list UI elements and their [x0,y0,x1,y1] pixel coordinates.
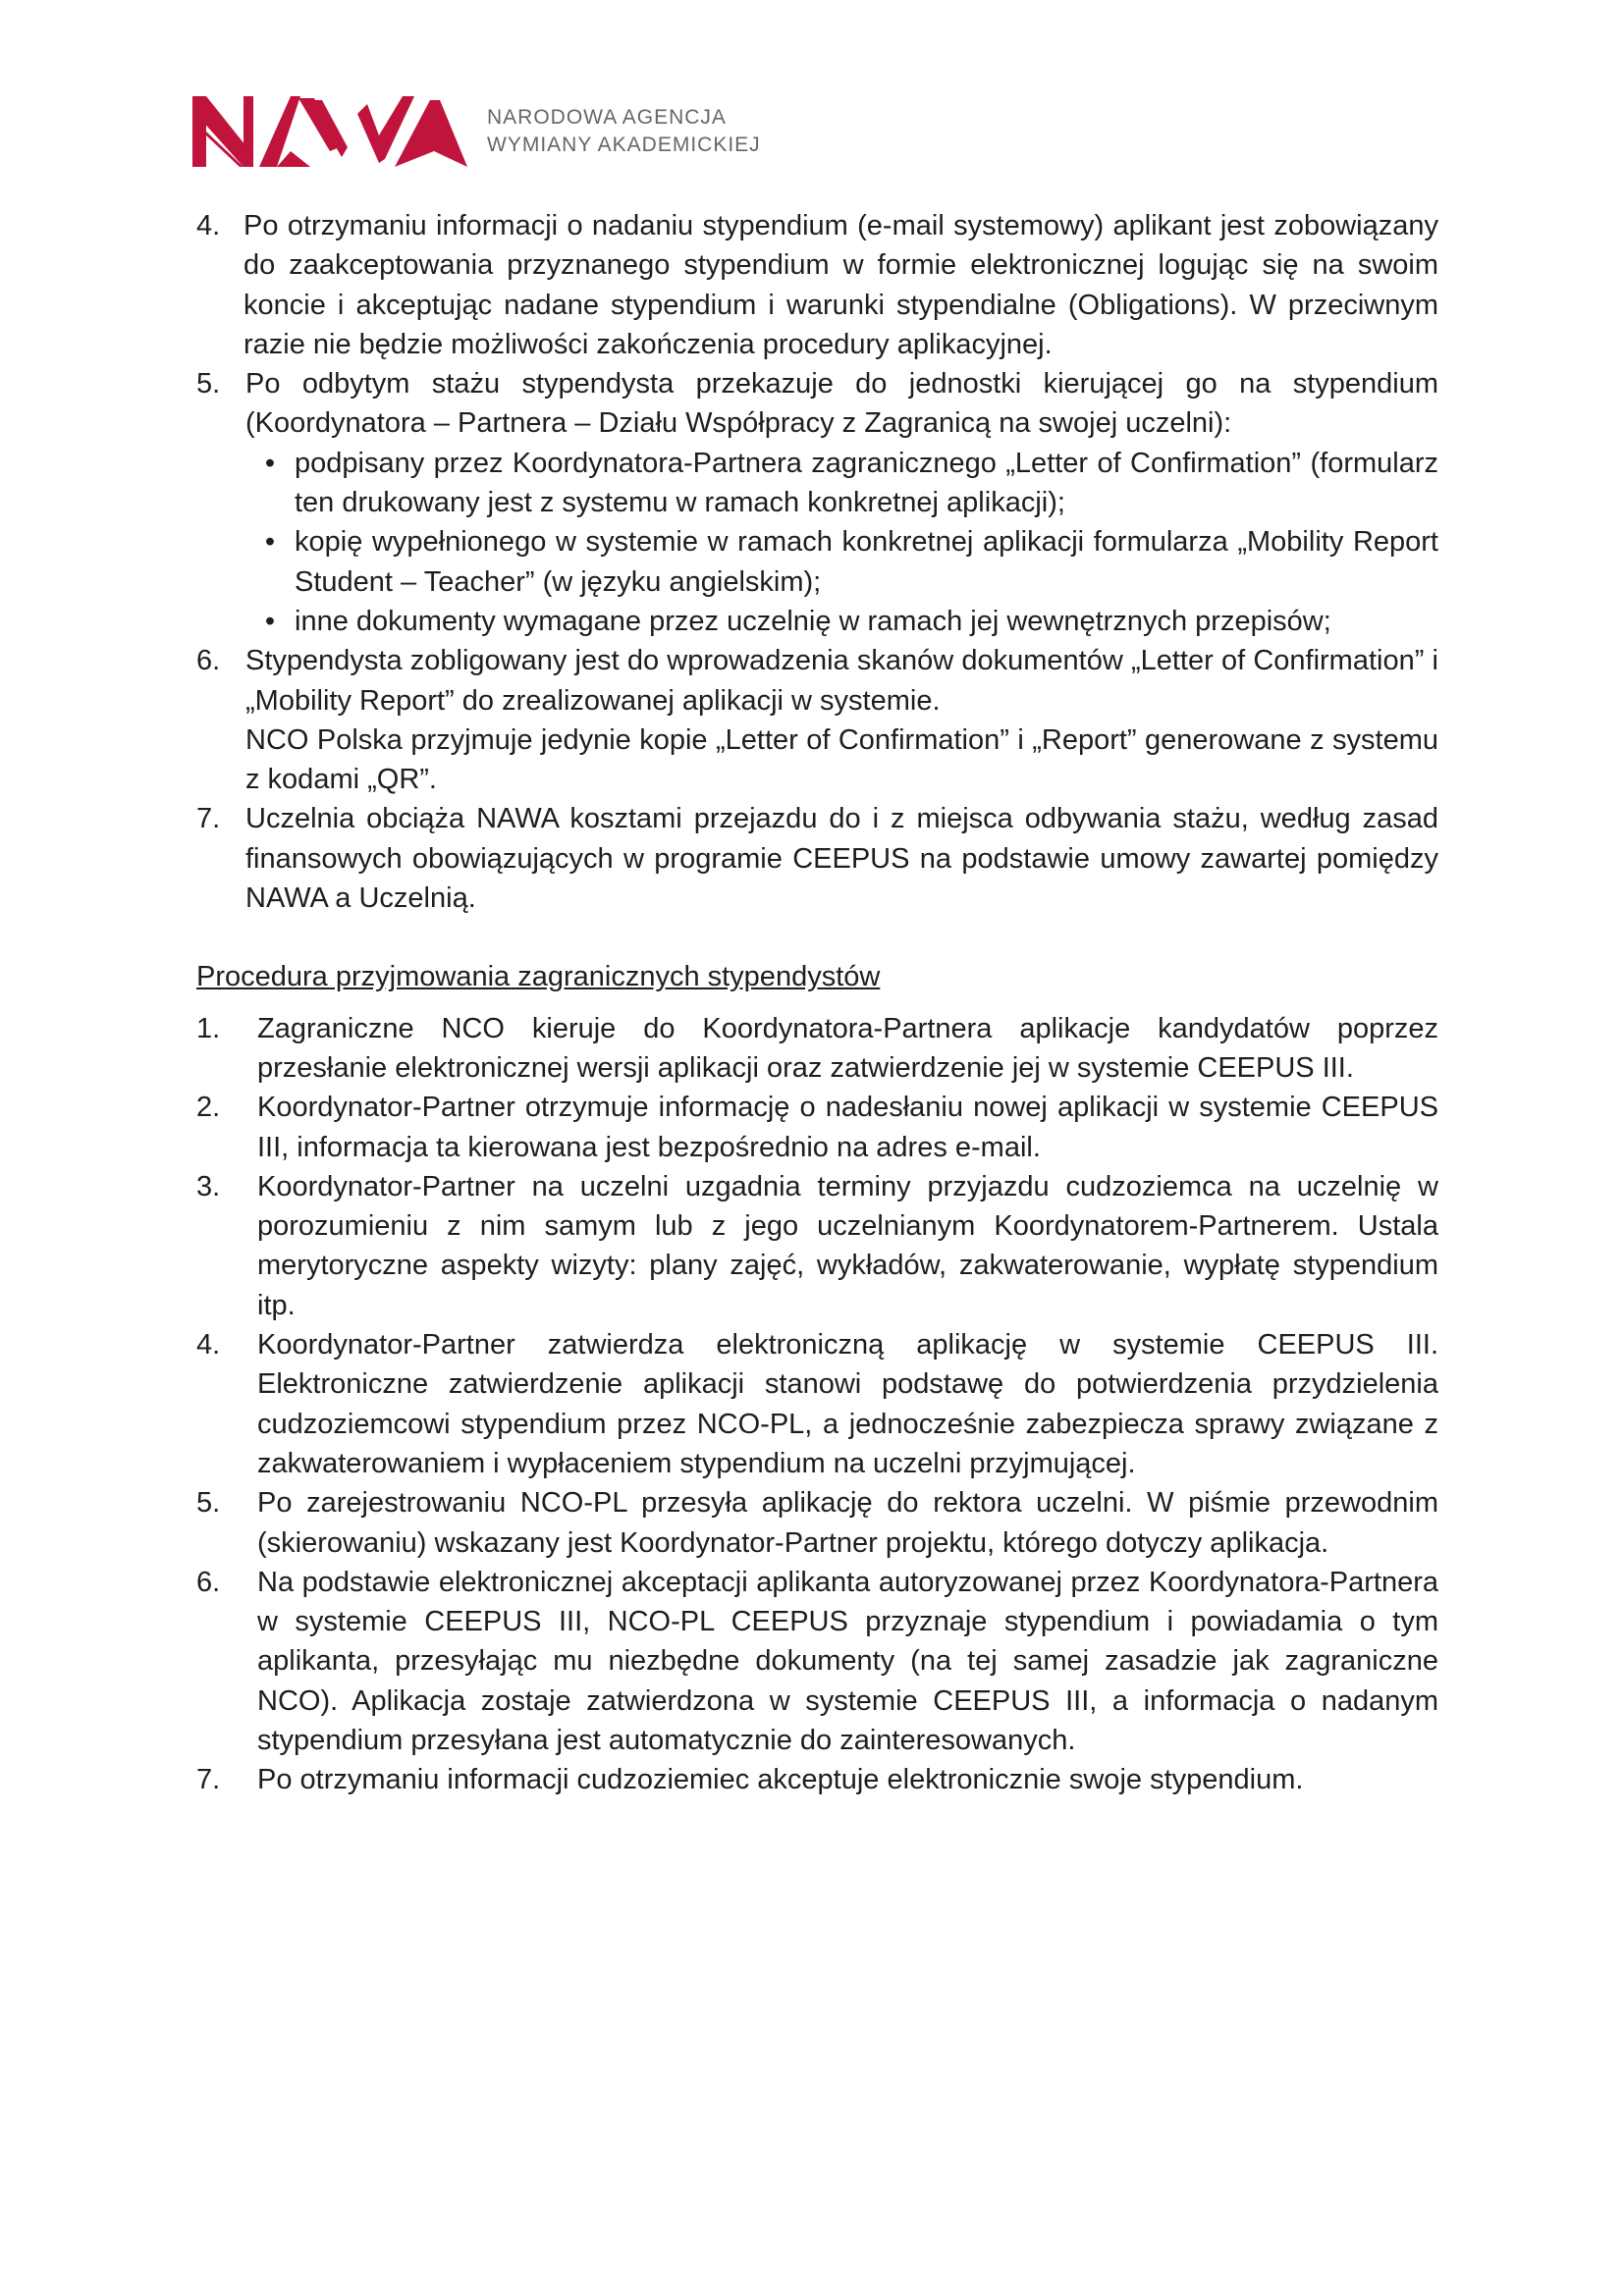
section-outgoing-procedure [196,206,1438,918]
item-text: Koordynator-Partner na uczelni uzgadnia terminy przyjazdu cudzoziemca na uczelnię w porozumieniu z nim samym lub z jego uczelnianym Koordynatorem-Partnerem. Ustala merytoryczne aspekty wizyty: plany zajęć, wykładów, zakwaterowanie, wypłatę stypendium itp. [257,1170,1438,1321]
list-item [196,641,1438,799]
bullet-icon: • [264,526,276,559]
list-item [196,206,1438,364]
bullet-item: • kopię wypełnionego w systemie w ramach konkretnej aplikacji formularza „Mobility Report Student – Teacher” (w języku angielskim); [245,522,1438,602]
logo-line-2: WYMIANY AKADEMICKIEJ [487,133,761,156]
list-item [196,1088,1438,1167]
item-number: 7. [196,1764,221,1796]
list-item [196,1325,1438,1483]
item-number: 5. [196,1487,221,1520]
item-text: Na podstawie elektronicznej akceptacji aplikanta autoryzowanej przez Koordynatora-Partnera w systemie CEEPUS III, NCO-PL CEEPUS przyznaje stypendium i powiadamia o tym aplikanta, przesyłając mu niezbędne dokumenty (na tej samej zasadzie jak zagraniczne NCO). Aplikacja zostaje zatwierdzona w systemie CEEPUS III, a informacja o nadanym stypendium przesyłana jest automatycznie do zainteresowanych. [257,1566,1438,1756]
item-text: Uczelnia obciąża NAWA kosztami przejazdu do i z miejsca odbywania stażu, według zasad finansowych obowiązujących w programie CEEPUS na podstawie umowy zawartej pomiędzy NAWA a Uczelnią. [245,803,1438,915]
item-number: 2. [196,1092,221,1124]
item-text: Stypendysta zobligowany jest do wprowadzenia skanów dokumentów „Letter of Confirmation” i „Mobility Report” do zrealizowanej aplikacji w systemie. [245,645,1438,717]
bullet-icon: • [264,447,276,479]
item-text: Koordynator-Partner otrzymuje informację o nadesłaniu nowej aplikacji w systemie CEEPUS III, informacja ta kierowana jest bezpośrednio na adres e-mail. [257,1092,1438,1163]
section-heading: Procedura przyjmowania zagranicznych stypendystów [196,961,881,993]
list-item [196,1009,1438,1089]
list-item [196,364,1438,641]
item-text: Po otrzymaniu informacji cudzoziemiec akceptuje elektronicznie swoje stypendium. [257,1764,1304,1796]
document-body [196,206,1438,1800]
section-incoming-procedure [196,1009,1438,1800]
item-number: 4. [196,1329,221,1362]
list-item [196,1167,1438,1325]
item-text-note: NCO Polska przyjmuje jedynie kopie „Letter of Confirmation” i „Report” generowane z systemu z kodami „QR”. [245,723,1438,796]
item-text: Po odbytym stażu stypendysta przekazuje do jednostki kierującej go na stypendium (Koordynatora – Partnera – Działu Współpracy z Zagranicą na swojej uczelni): [245,368,1438,440]
bullet-item: • inne dokumenty wymagane przez uczelnię w ramach jej wewnętrznych przepisów; [245,602,1438,641]
bullet-icon: • [264,605,276,637]
bullet-list [245,444,1438,641]
bullet-item: • podpisany przez Koordynatora-Partnera zagranicznego „Letter of Confirmation” (formularz ten drukowany jest z systemu w ramach konkretnej aplikacji); [245,444,1438,523]
item-text: Po zarejestrowaniu NCO-PL przesyła aplikację do rektora uczelni. W piśmie przewodnim (skierowaniu) wskazany jest Koordynator-Partner projektu, którego dotyczy aplikacja. [257,1487,1438,1559]
item-number: 4. [196,210,221,241]
item-number: 1. [196,1012,221,1044]
list-item [196,1483,1438,1563]
list-item [196,1760,1438,1799]
nawa-logo-mark-icon [192,96,467,167]
item-number: 6. [196,1566,221,1598]
item-number: 3. [196,1170,221,1202]
list-item [196,1563,1438,1760]
list-item [196,799,1438,918]
item-text: Zagraniczne NCO kieruje do Koordynatora-Partnera aplikacje kandydatów poprzez przesłanie elektronicznej wersji aplikacji oraz zatwierdzenie jej w systemie CEEPUS III. [257,1012,1438,1084]
item-text: Koordynator-Partner zatwierdza elektroniczną aplikację w systemie CEEPUS III. Elektroniczne zatwierdzenie aplikacji stanowi podstawę do potwierdzenia przydzielenia cudzoziemcowi stypendium przez NCO-PL, a jednocześnie zabezpiecza sprawy związane z zakwaterowaniem i wypłaceniem stypendium na uczelni przyjmującej. [257,1329,1438,1479]
item-number: 5. [196,368,221,400]
item-text: Po otrzymaniu informacji o nadaniu stypendium (e-mail systemowy) aplikant jest zobowiązany do zaakceptowania przyznanego stypendium w formie elektronicznej logując się na swoim koncie i akceptując nadane stypendium i warunki stypendialne (Obligations). W przeciwnym razie nie będzie możliwości zakończenia procedury aplikacyjnej. [243,210,1438,360]
item-number: 7. [196,803,221,835]
item-number: 6. [196,645,221,677]
logo-line-1: NARODOWA AGENCJA [487,106,727,129]
nawa-logo [192,96,761,167]
